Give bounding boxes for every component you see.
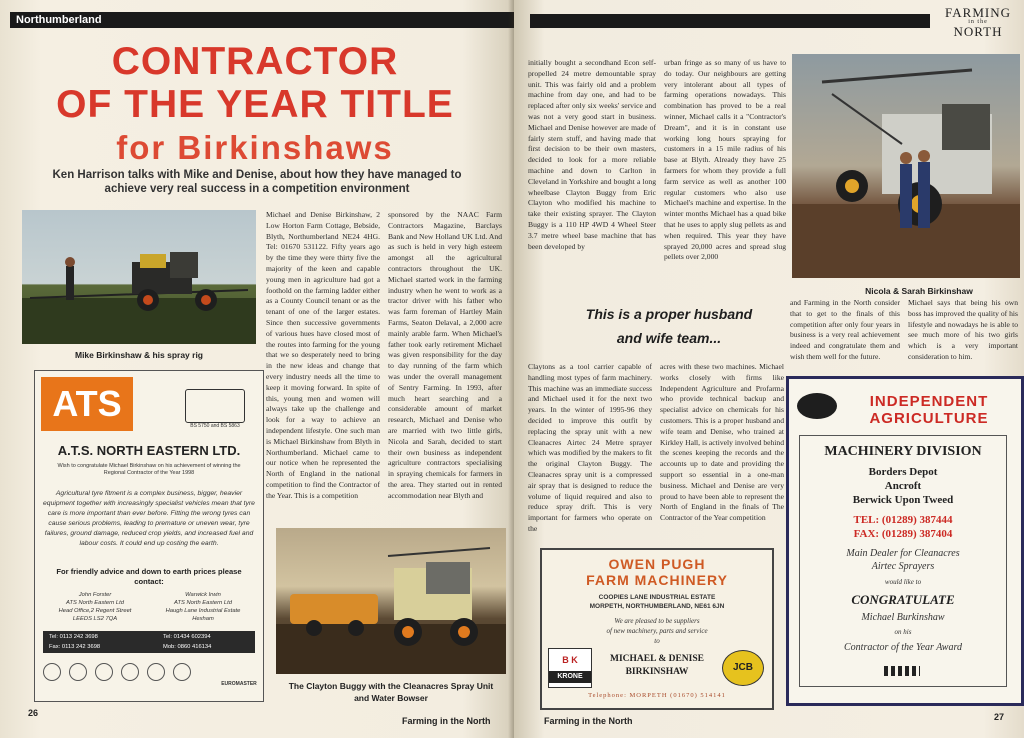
owen-pugh-telephone: Telephone: MORPETH (01670) 514141 — [588, 692, 726, 699]
owen-pugh-supplier-2: of new machinery, parts and service — [606, 627, 708, 635]
article-column-4: urban fringe as so many of us have to do today. Our neighbours are getting very intolerant about all types of farming operations nowadays. This combination has proved to be a real winner, Michael calls it a "Contractor's Dream", and it is in constant use working long hours spraying for customers in a 15 mile radius of his base at Blyth. Already they have 25 farmers for whom they provide a full farm service as well as another 100 regular customers who also use Michael's machine and expertise. In the winter months Michael has a quad bike that he uses to apply slug pellets as and when required. This year they have sprayed 20,000 acres and spread slug pellets over 2,000 — [664, 58, 786, 262]
jcb-logo — [722, 650, 764, 686]
ia-depot-1: Borders Depot — [868, 466, 938, 478]
owen-pugh-supplier-1: We are pleased to be suppliers — [614, 617, 700, 625]
owen-pugh-names-2: BIRKINSHAW — [625, 667, 689, 677]
ia-inner-frame — [799, 435, 1007, 687]
photo1-caption: Mike Birkinshaw & his spray rig — [74, 350, 203, 360]
ia-award: Contractor of the Year Award — [844, 642, 962, 653]
masthead-line-2: NORTH — [953, 24, 1003, 39]
tyre-icon — [173, 663, 191, 681]
pull-quote-line-1: This is a proper husband — [585, 306, 753, 322]
ia-on-his: on his — [894, 628, 912, 636]
ia-brand-2: AGRICULTURE — [869, 410, 989, 427]
owen-pugh-name-2: FARM MACHINERY — [586, 572, 728, 588]
owen-pugh-to: to — [654, 637, 660, 645]
quality-badge-icon — [185, 389, 245, 423]
masthead-small: in the — [968, 19, 988, 25]
headline-line-1: CONTRACTOR — [111, 40, 399, 83]
spray-rig-illustration — [22, 210, 256, 344]
owen-pugh-name-1: OWEN PUGH — [608, 556, 706, 572]
header-bar — [530, 14, 930, 28]
photo-spray-rig — [22, 210, 256, 344]
owen-pugh-address-1: COOPIES LANE INDUSTRIAL ESTATE — [598, 594, 716, 601]
right-page — [514, 0, 1024, 738]
contact-left-line: LEEDS LS2 7QA — [72, 616, 118, 622]
photo2-caption: The Clayton Buggy with the Cleanacres Spray Unit and Water Bowser — [288, 681, 494, 703]
contact-right-line: Warwick Irwin — [185, 592, 221, 598]
ats-contact-heading: For friendly advice and down to earth prices please contact: — [56, 567, 242, 586]
folio-number-right: 27 — [994, 712, 1005, 722]
tyre-icon — [95, 663, 113, 681]
ia-brand-1: INDEPENDENT — [869, 393, 989, 410]
article-column-1: Michael and Denise Birkinshaw, 2 Low Horton Farm Cottage, Bebside, Blyth, Northumberland NE24 4HG. Tel: 01670 531122. Fifty years ago by the time they were thirty five the majority of the keen and capable young men in agriculture had got a foothold on the farming ladder either as a County Council tenant or as the tenant of one of the larger estates. Since then successive governments of various hues have closed most of the routes into farming for the young that we so desperately need to bring in the new ideas and change that every industry needs all the time to keep it moving forward. In spite of this, young men and women will always take up the challenge and look for a way to achieve an independent lifestyle. One such man is Michael Birkinshaw from Blyth in Northumberland. Michael came to our notice when he represented the North of England in the national competition to find the Contractor of the Year. This is a competition — [266, 210, 380, 500]
family-sprayer-illustration — [792, 54, 1020, 278]
contact-left-line: ATS North Eastern Ltd — [66, 600, 124, 606]
krone-label: KRONE — [549, 671, 591, 683]
folio-number-left: 26 — [28, 708, 39, 718]
ats-congrats: Wish to congratulate Michael Birkinshaw on his achievement of winning the Regional Contractor of the Year 1998 — [57, 463, 241, 476]
photo-nicola-sarah — [792, 54, 1020, 278]
ats-company-name: A.T.S. NORTH EASTERN LTD. — [57, 443, 241, 458]
ats-logo: ATS — [41, 377, 133, 431]
headline — [20, 40, 490, 169]
ats-contact-left — [43, 591, 147, 623]
ats-advert — [34, 370, 264, 702]
article-column-8: Michael says that being his own boss has improved the quality of his lifestyle and nowadays he is able to see much more of his two girls which is a very important consideration to him. — [908, 298, 1018, 361]
ia-logo-icon — [797, 393, 837, 419]
independent-agriculture-advert — [786, 376, 1024, 706]
owen-pugh-advert — [540, 548, 774, 710]
contact-right-line: ATS North Eastern Ltd — [174, 600, 232, 606]
jcb-label: JCB — [732, 662, 753, 673]
pull-quote-line-2: and wife team... — [616, 330, 722, 346]
pull-quote — [554, 302, 784, 350]
ats-fax-left: Fax: 0113 242 3698 — [49, 644, 101, 650]
tyre-icon — [43, 663, 61, 681]
ia-depot-3: Berwick Upon Tweed — [852, 494, 954, 506]
headline-line-3: for Birkinshaws — [116, 129, 394, 166]
photo-clayton-buggy — [276, 528, 506, 674]
owen-pugh-names-1: MICHAEL & DENISE — [610, 654, 704, 664]
standfirst: Ken Harrison talks with Mike and Denise, about how they have managed to achieve very real success in a competition environment — [52, 169, 462, 195]
section-label: Northumberland — [16, 14, 102, 26]
tyre-icon — [147, 663, 165, 681]
ats-contact-right — [151, 591, 255, 623]
photo3-caption: Nicola & Sarah Birkinshaw — [865, 286, 973, 296]
article-column-2: sponsored by the NAAC Farm Contractors Magazine, Barclays Bank and New Holland UK Ltd. And as such is held in very high esteem amongst all the agricultural contractors throughout the UK. Michael started work in the farming industry when he went to work as a tractor driver with his father who was farm foreman of Hartley Main Farms, Seaton Delaval, a 2,000 acre mainly arable farm. When Michael's father took early retirement Michael was given responsibility for the day to day running of the farm which was under the overall management of Sentry Farming. In 1993, after much heart searching and a considerable amount of market research, Michael and Denise who are married with two little girls, Nicola and Sarah, decided to start their own business as independent agriculture contractors specialising in spraying chemicals for farmers in the area. They started out in rented accommodation near Blyth and — [388, 210, 502, 500]
ia-tel: TEL: (01289) 387444 — [853, 514, 953, 526]
folio-title-left: Farming in the North — [402, 716, 491, 726]
article-column-5: Claytons as a tool carrier capable of handling most types of farm machinery. This machine was an immediate success and Michael used it for the next two years. In the winter of 1995-96 they decided to improve this outfit by replacing the spray unit with a new Cleanacres Airtec 24 Metre sprayer which was modified by the makers to fit the original Clayton Buggy. The Cleanacres spray unit is a compressed air spray that is designed to reduce the volume of liquid required and also to reduce spray drift. This is very important for farmers who operate on the — [528, 362, 652, 533]
ia-congratulate: CONGRATULATE — [851, 592, 955, 607]
ia-depot-2: Ancroft — [884, 480, 922, 492]
ia-dealer-1: Main Dealer for Cleanacres — [846, 548, 960, 559]
tyre-icon — [121, 663, 139, 681]
quality-badge-text: BS 5750 and BS 5863 — [190, 423, 240, 429]
ats-phone-strip — [43, 631, 255, 653]
ia-footer-mark-icon — [884, 666, 920, 676]
contact-right-line: Hexham — [192, 616, 214, 622]
ia-division: MACHINERY DIVISION — [824, 444, 982, 459]
euromaster-logo: EUROMASTER — [221, 681, 257, 687]
article-column-6: acres with these two machines. Michael works closely with firms like Independent Agriculture and Profarma who provide technical backup and specialist advice on chemicals for his customers. This is a proper husband and wife team and Denise, who trained at Kirkley Hall, is actively involved behind the scenes keeping the records and the accounts up to date and providing the support so essential in a one-man business. Michael and Denise are very proud to have been able to represent the North of England in the finals of The Contractor of the Year competition — [660, 362, 784, 523]
article-column-3: initially bought a secondhand Econ self-propelled 24 metre demountable spray unit. This was fairly old and a problem machine from day one, and had to be replaced after only six weeks' service and was not a very good start in business. Michael and Denise however are made of fairly stern stuff, and having made that first decision to be their own masters, decided to look for a more reliable machine and down to Carlton in Cleveland in Yorkshire and bought a long wheelbase Clayton Buggy from Eric Clayton who modified his machine to take their existing sprayer. The Clayton Buggy is a 110 HP 4WD 4 Wheel Steer 3.7 metre wheel base machine that has been developed by — [528, 58, 656, 251]
headline-line-2: OF THE YEAR TITLE — [56, 83, 454, 126]
ia-michael: Michael Burkinshaw — [861, 612, 945, 623]
buggy-illustration — [276, 528, 506, 674]
contact-left-line: Head Office,2 Regent Street — [58, 608, 132, 614]
masthead-line-1: FARMING — [945, 5, 1011, 20]
ats-phone-left: Tel: 0113 242 3698 — [49, 634, 98, 640]
krone-letters: B K — [562, 655, 578, 665]
tyre-icon-row — [43, 663, 213, 685]
ats-body: Agricultural tyre fitment is a complex business, bigger, heavier equipment together with increasingly specialist vehicles mean that tyre care is more important than ever before. Fitting the wrong tyres can cause serious problems, leading to premature or uneven wear, tyre failures, ground damage, reduced crop yields, and increased fuel and labour costs. It could end up costing the earth. — [43, 490, 255, 547]
folio-title-right: Farming in the North — [544, 716, 633, 726]
owen-pugh-address-2: MORPETH, NORTHUMBERLAND, NE61 6JN — [589, 603, 725, 610]
article-column-7: and Farming in the North consider that to get to the finals of this competition after only four years in business is a very real achievement indeed and congratulate them and wish them well for the future. — [790, 298, 900, 361]
contact-left-line: John Forster — [78, 592, 112, 598]
ia-dealer-2: Airtec Sprayers — [871, 561, 935, 572]
contact-right-line: Haugh Lane Industrial Estate — [165, 608, 241, 614]
ia-fax: FAX: (01289) 387404 — [853, 528, 953, 540]
ats-phone-right: Tel: 01434 602394 — [163, 634, 211, 640]
ia-like-to: would like to — [884, 578, 922, 586]
masthead — [936, 6, 1020, 38]
tyre-icon — [69, 663, 87, 681]
section-bar — [10, 12, 514, 28]
ats-mob-right: Mob: 0860 416134 — [163, 644, 212, 650]
